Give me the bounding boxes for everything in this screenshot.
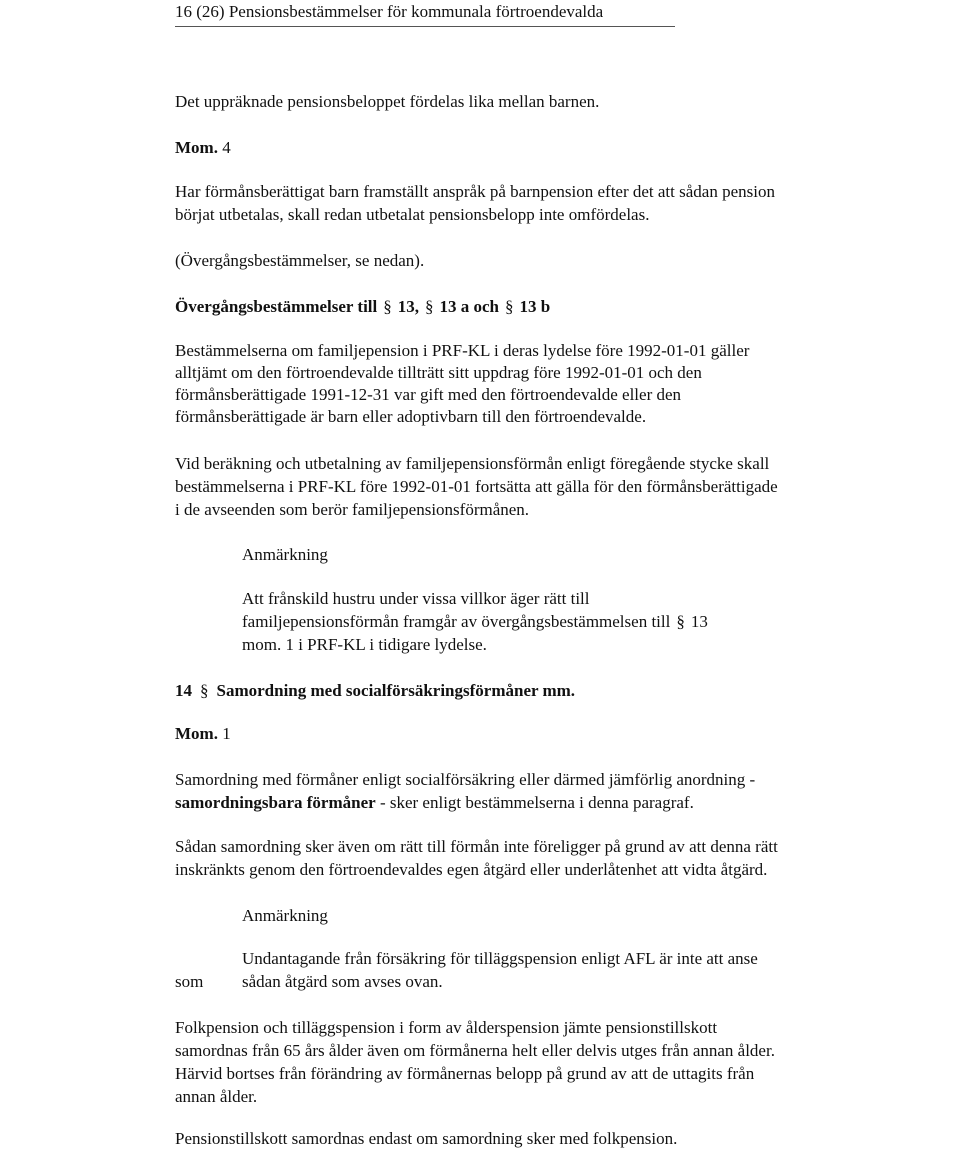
- section-number: 14: [175, 681, 192, 700]
- paragraph-line: Sådan samordning sker även om rätt till förmån inte föreligger på grund av att denna rätt: [175, 837, 778, 856]
- mom-4-heading: [175, 136, 231, 159]
- paragraph-folkpension: [175, 1016, 895, 1108]
- note-line: sådan åtgärd som avses ovan.: [242, 972, 443, 991]
- note-line: [242, 610, 862, 633]
- section-sign: §: [200, 681, 209, 700]
- mom-1-heading: [175, 722, 231, 745]
- note-heading: [242, 543, 328, 566]
- paragraph-line: Folkpension och tilläggspension i form av ålderspension jämte pensionstillskott: [175, 1018, 718, 1037]
- paragraph-line: alltjämt om den förtroendevalde tillträtt sitt uppdrag före 1992-01-01 och den: [175, 363, 702, 382]
- paragraph-line: börjat utbetalas, skall redan utbetalat pensionsbelopp inte omfördelas.: [175, 205, 650, 224]
- section-sign: §: [676, 612, 685, 631]
- note-line: mom. 1 i PRF-KL i tidigare lydelse.: [242, 635, 487, 654]
- paragraph-line: förmånsberättigade 1991-12-31 var gift med den förtroendevalde eller den: [175, 385, 682, 404]
- note-body: [242, 947, 862, 993]
- section-sign: §: [504, 297, 514, 316]
- paragraph-line: Vid beräkning och utbetalning av familjepensionsförmån enligt föregående stycke skall: [175, 454, 770, 473]
- note-heading-text: Anmärkning: [242, 545, 328, 564]
- paragraph-distribution: [175, 90, 895, 113]
- section-14-heading: [175, 679, 575, 702]
- heading-text: Övergångsbestämmelser till: [175, 297, 378, 316]
- heading-text: 13 b: [519, 297, 551, 316]
- paragraph-text: Det uppräknade pensionsbeloppet fördelas lika mellan barnen.: [175, 92, 600, 111]
- paragraph-family-pension: [175, 340, 895, 428]
- section-title: Samordning med socialförsäkringsförmåner mm.: [216, 681, 576, 700]
- note-heading-text: Anmärkning: [242, 906, 328, 925]
- paragraph-line: Bestämmelserna om familjepension i PRF-KL i deras lydelse före 1992-01-01 gäller: [175, 341, 750, 360]
- paragraph-restriction: [175, 835, 895, 881]
- section-sign: §: [424, 297, 434, 316]
- paragraph-line: samordnas från 65 års ålder även om förmånerna helt eller delvis utges från annan ålder.: [175, 1041, 775, 1060]
- paragraph-transition-ref: [175, 249, 424, 272]
- paragraph-text: - sker enligt bestämmelserna i denna paragraf.: [375, 793, 694, 812]
- paragraph-line: i de avseenden som berör familjepensionsförmånen.: [175, 500, 530, 519]
- mom-label: Mom.: [175, 138, 218, 157]
- paragraph-claim: [175, 180, 895, 226]
- stray-word-text: som: [175, 972, 204, 991]
- paragraph-line: förmånsberättigade är barn eller adoptivbarn till den förtroendevalde.: [175, 407, 647, 426]
- mom-number: 1: [217, 724, 231, 743]
- paragraph-line: Har förmånsberättigat barn framställt anspråk på barnpension efter det att sådan pension: [175, 182, 775, 201]
- paragraph-line: Härvid bortses från förändring av förmånernas belopp på grund av att de uttagits från: [175, 1064, 755, 1083]
- paragraph-line: [175, 791, 895, 814]
- note-text: familjepensionsförmån framgår av övergångsbestämmelsen till: [242, 612, 671, 631]
- note-heading: [242, 904, 328, 927]
- stray-word: [175, 970, 203, 993]
- page-header: [175, 0, 675, 27]
- note-body: [242, 587, 862, 656]
- note-text: 13: [690, 612, 708, 631]
- note-line: Att frånskild hustru under vissa villkor äger rätt till: [242, 589, 590, 608]
- paragraph-line: bestämmelserna i PRF-KL före 1992-01-01 fortsätta att gälla för den förmånsberättigade: [175, 477, 778, 496]
- transition-heading: [175, 295, 550, 318]
- note-line: Undantagande från försäkring för tilläggspension enligt AFL är inte att anse: [242, 949, 758, 968]
- paragraph-line: annan ålder.: [175, 1087, 258, 1106]
- heading-text: 13,: [397, 297, 419, 316]
- section-sign: §: [383, 297, 392, 316]
- page-header-text: 16 (26) Pensionsbestämmelser för kommunala förtroendevalda: [175, 2, 604, 21]
- paragraph-supplement: [175, 1127, 895, 1150]
- paragraph-line: inskränkts genom den förtroendevaldes egen åtgärd eller underlåtenhet att vidta åtgärd.: [175, 860, 768, 879]
- heading-text: 13 a och: [439, 297, 499, 316]
- paragraph-coordination: [175, 768, 895, 814]
- paragraph-text: Pensionstillskott samordnas endast om samordning sker med folkpension.: [175, 1129, 678, 1148]
- mom-number: 4: [217, 138, 231, 157]
- paragraph-line: Samordning med förmåner enligt socialförsäkring eller därmed jämförlig anordning -: [175, 770, 756, 789]
- mom-label: Mom.: [175, 724, 218, 743]
- paragraph-text: (Övergångsbestämmelser, se nedan).: [175, 251, 425, 270]
- defined-term: samordningsbara förmåner: [175, 793, 376, 812]
- paragraph-calculation: [175, 452, 895, 521]
